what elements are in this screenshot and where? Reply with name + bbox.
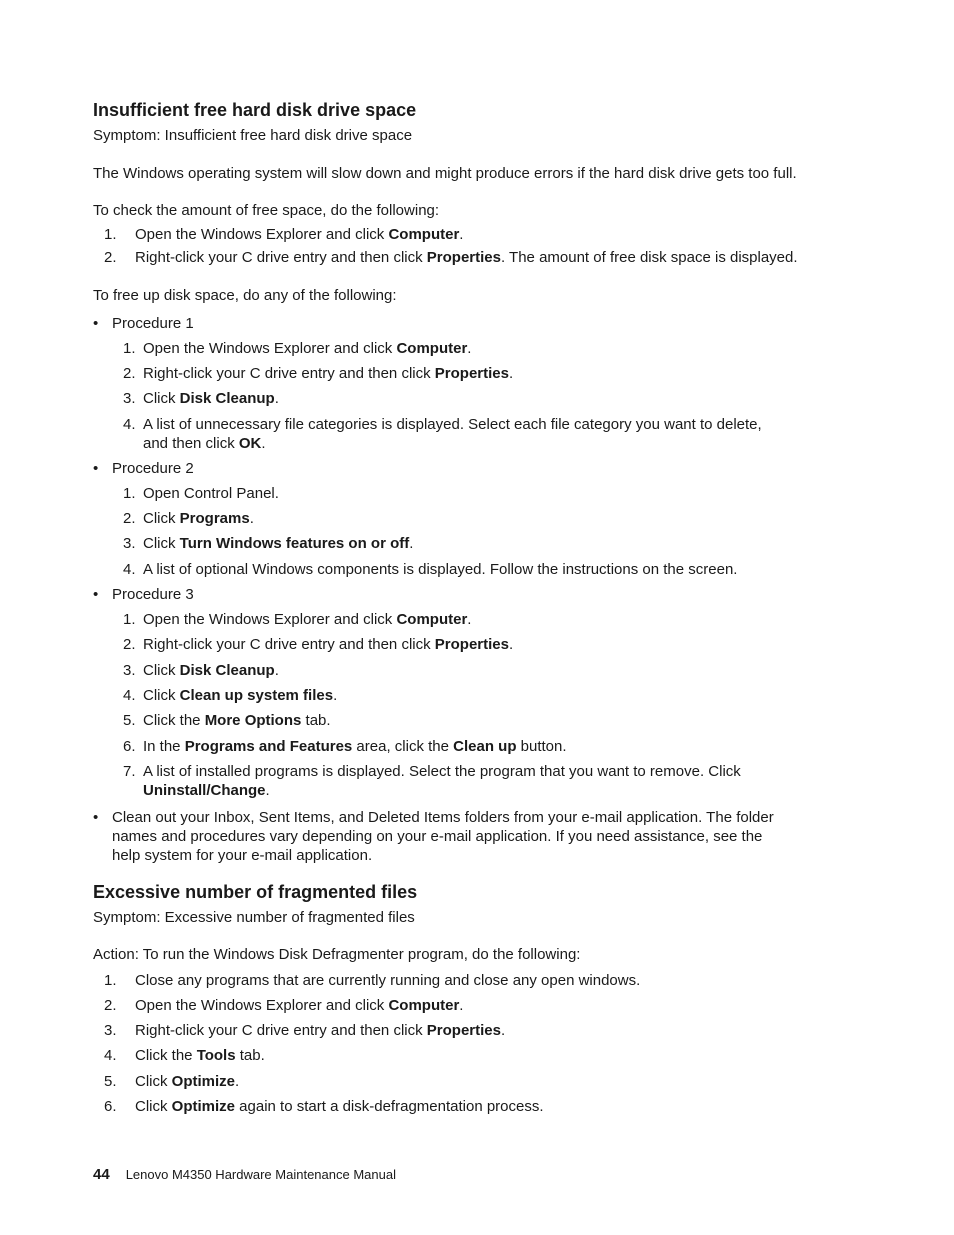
action-lead: Action: To run the Windows Disk Defragmenter program, do the following: <box>93 946 581 963</box>
manual-title: Lenovo M4350 Hardware Maintenance Manual <box>125 1167 396 1182</box>
proc1-step-3: 3. Click Disk Cleanup. <box>123 390 279 407</box>
proc1-step-1: 1. Open the Windows Explorer and click Computer. <box>123 340 472 357</box>
proc3-step-2: 2. Right-click your C drive entry and then click Properties. <box>123 636 514 653</box>
page-number: 44 <box>93 1166 110 1183</box>
bullet-dot: • <box>93 460 99 477</box>
procedure-1-bullet: • Procedure 1 <box>93 315 194 332</box>
proc2-step-3: 3. Click Turn Windows features on or off. <box>123 535 414 552</box>
clean-out-bullet: • Clean out your Inbox, Sent Items, and Deleted Items folders from your e-mail application. The folder names and procedures vary depending on your e-mail application. If you need assistance, see the help system for your e-mail application. <box>93 809 774 864</box>
page-footer <box>93 1166 396 1183</box>
defrag-step-4: 4. Click the Tools tab. <box>104 1047 265 1064</box>
proc2-step-4: 4. A list of optional Windows components is displayed. Follow the instructions on the screen. <box>123 561 738 578</box>
defrag-step-2: 2. Open the Windows Explorer and click Computer. <box>104 997 464 1014</box>
proc1-step-4: 4. A list of unnecessary file categories is displayed. Select each file category you want to delete, and then click OK. <box>123 416 762 452</box>
section-title-disk-space: Insufficient free hard disk drive space <box>93 100 417 120</box>
proc3-step-1: 1. Open the Windows Explorer and click Computer. <box>123 611 472 628</box>
bullet-dot: • <box>93 809 99 826</box>
procedure-2-bullet: • Procedure 2 <box>93 460 194 477</box>
defrag-step-1: 1. Close any programs that are currently running and close any open windows. <box>104 972 641 989</box>
proc2-step-1: 1. Open Control Panel. <box>123 485 279 502</box>
check-lead: To check the amount of free space, do the following: <box>93 202 440 219</box>
free-lead: To free up disk space, do any of the following: <box>93 287 397 304</box>
section-title-fragmented-files: Excessive number of fragmented files <box>93 882 418 902</box>
check-step-1: 1. Open the Windows Explorer and click Computer. <box>104 226 464 243</box>
proc3-step-3: 3. Click Disk Cleanup. <box>123 662 279 679</box>
proc3-step-6: 6. In the Programs and Features area, click the Clean up button. <box>123 738 567 755</box>
defrag-step-5: 5. Click Optimize. <box>104 1073 240 1090</box>
proc2-step-2: 2. Click Programs. <box>123 510 254 527</box>
symptom-fragmented-files: Symptom: Excessive number of fragmented files <box>93 909 415 926</box>
defrag-step-3: 3. Right-click your C drive entry and then click Properties. <box>104 1022 506 1039</box>
intro-paragraph: The Windows operating system will slow down and might produce errors if the hard disk drive gets too full. <box>93 165 797 182</box>
proc3-step-4: 4. Click Clean up system files. <box>123 687 338 704</box>
proc3-step-5: 5. Click the More Options tab. <box>123 712 331 729</box>
bullet-dot: • <box>93 315 99 332</box>
symptom-disk-space: Symptom: Insufficient free hard disk drive space <box>93 127 413 144</box>
proc3-step-7: 7. A list of installed programs is displayed. Select the program that you want to remove. Click Uninstall/Change. <box>123 763 741 799</box>
check-step-2: 2. Right-click your C drive entry and then click Properties. The amount of free disk space is displayed. <box>104 249 798 266</box>
defrag-step-6: 6. Click Optimize again to start a disk-defragmentation process. <box>104 1098 544 1115</box>
procedure-3-bullet: • Procedure 3 <box>93 586 194 603</box>
bullet-dot: • <box>93 586 99 603</box>
proc1-step-2: 2. Right-click your C drive entry and then click Properties. <box>123 365 514 382</box>
